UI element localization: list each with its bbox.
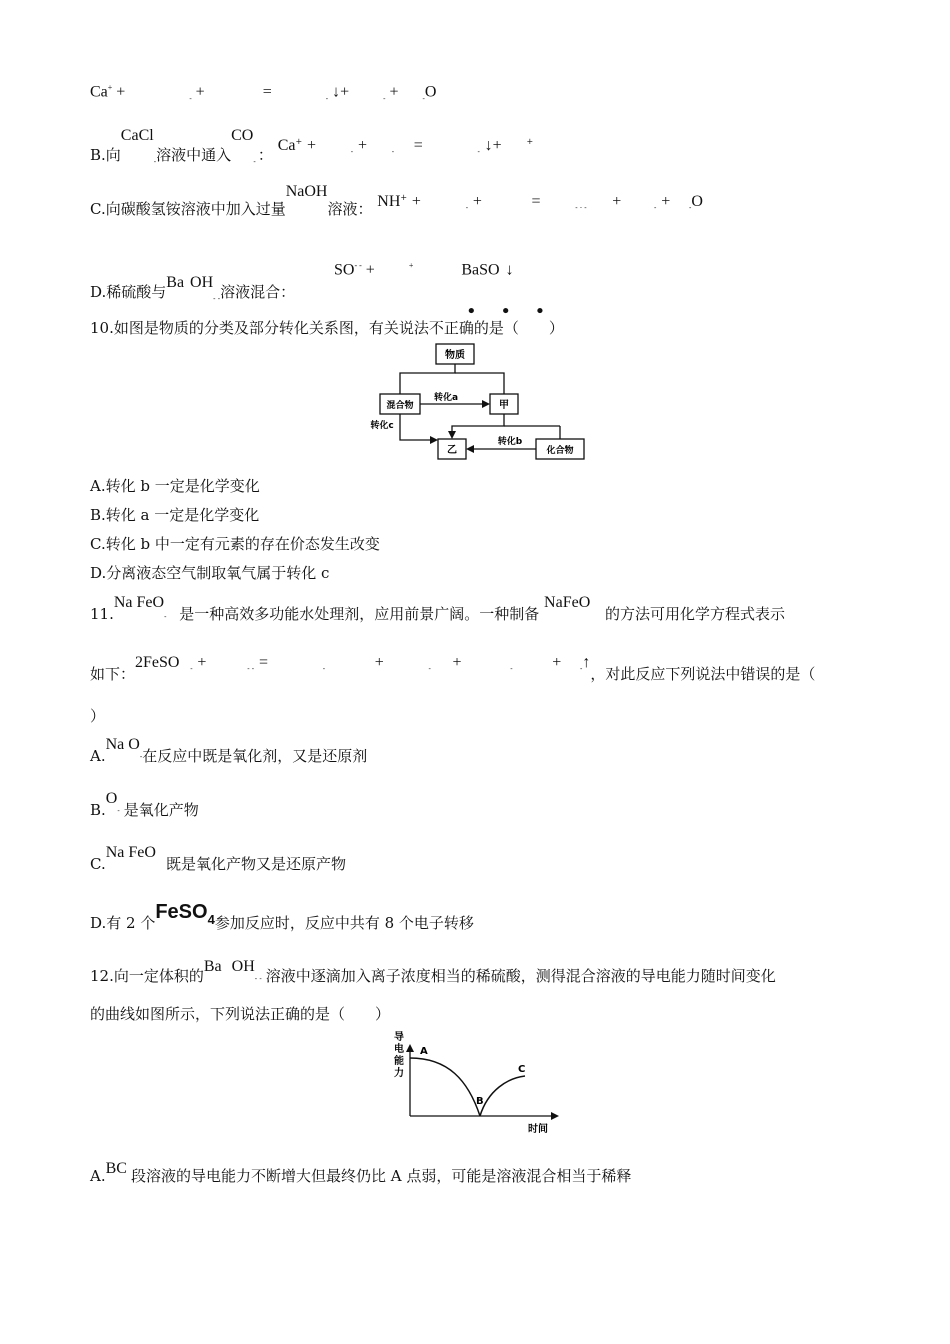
q11-option-b: $B.O_-$ 是氧化产物 (90, 790, 199, 819)
plus-sign: + (452, 654, 462, 671)
chem-na2feo4: Na FeO (105, 844, 156, 861)
plus-sign: + (374, 654, 384, 671)
label-conversion-b: 转化b (497, 437, 523, 447)
q9-option-c: C.向碳酸氢铵溶液中加入过量NaOH溶液： NH+ + $_-$ + = $_{- \cdot -}$ + $_-$ + $_-$O (90, 183, 703, 218)
q10-option-c: C.转化 b 中一定有元素的存在价态发生改变 (90, 535, 380, 553)
q11-option-a: A.Na $O_-$在反应中既是氧化剂，又是还原剂 (90, 736, 368, 765)
q12-stem-line2: 的曲线如图所示，下列说法正确的是（ ） (90, 1005, 391, 1023)
q11-option-c (90, 844, 346, 873)
equals-sign: = (262, 83, 272, 101)
y-axis-arrow (406, 1044, 414, 1052)
chem-ca: Ca (90, 83, 108, 101)
q9-d-equation: SO- - + + BaSO ↓ (334, 261, 514, 279)
chem-o: O (424, 83, 437, 101)
chem-co2: CO (231, 127, 254, 144)
equals-sign: = (531, 193, 541, 210)
option-text: C.向碳酸氢铵溶液中加入过量 (90, 200, 286, 218)
classification-diagram (360, 340, 590, 465)
option-text: 是氧化产物 (123, 801, 199, 819)
q11-stem-line2: 如下：2FeSO $_-$ + $_{- -}$ = $_-$ + $_-$ + $_-$ + $_-$↑，对此反应下列说法中错误的是（ (90, 654, 816, 683)
chem-o2: O (105, 790, 118, 807)
chem-so4: SO (334, 261, 355, 279)
chem-oh: OH (190, 274, 214, 291)
plus-sign: + (306, 137, 316, 154)
curve-bc (480, 1076, 525, 1116)
plus-sign: + (195, 83, 205, 101)
equals-sign: = (258, 654, 268, 671)
q12-stem-line1: 12.向一定体积的Ba $OH_{- -}$ 溶液中逐滴加入离子浓度相当的稀硫酸，测得混合溶液的导电能力随时间变化 (90, 958, 776, 985)
chem-cacl2: CaCl (120, 127, 154, 144)
option-text: 溶液混合： (220, 283, 296, 301)
point-c-label: C (518, 1064, 526, 1075)
plus-sign: + (552, 654, 562, 671)
chem-subscript: 4 (207, 912, 215, 927)
y-label-char: 导 (394, 1032, 404, 1043)
option-label: B.向 (90, 146, 121, 164)
point-a-label: A (420, 1046, 428, 1057)
gas-arrow: ↑ (582, 654, 591, 671)
option-text: D.稀硫酸与 (90, 283, 167, 301)
plus-sign: + (661, 193, 671, 210)
chem-naoh: NaOH (285, 183, 328, 200)
precipitate-arrow: ↓+ (484, 137, 502, 154)
y-label-char: 电 (394, 1044, 404, 1055)
option-text: 在反应中既是氧化剂，又是还原剂 (142, 747, 368, 765)
stem-text: 是一种高效多功能水处理剂，应用前景广阔。一种制备 (179, 605, 540, 623)
option-label: A. (90, 747, 106, 765)
chem-2feso4: 2FeSO (135, 654, 180, 671)
colon: ： (257, 146, 273, 164)
y-label-char: 能 (394, 1056, 404, 1067)
stem-text: ，对此反应下列说法中错误的是（ (590, 665, 816, 683)
y-label-char: 力 (394, 1068, 404, 1079)
q10-option-a: A.转化 b 一定是化学变化 (90, 477, 260, 495)
question-number: 11. (90, 605, 114, 623)
stem-text: 12.向一定体积的 (90, 967, 204, 985)
option-text: 溶液： (327, 200, 373, 218)
node-matter: 物质 (445, 350, 465, 361)
q11-option-d (90, 901, 474, 932)
chem-o: O (691, 193, 703, 210)
label-conversion-a: 转化a (433, 393, 459, 403)
q9-equation-line: Ca+ + $_-$ + = $_-$ ↓+ $_-$ + $_-$O (90, 83, 437, 103)
plus-sign: + (357, 137, 367, 154)
q10-stem: 10.如图是物质的分类及部分转化关系图，有关说法不正确的是（ ） (90, 319, 564, 337)
plus-sign: + (116, 83, 126, 101)
node-compound: 化合物 (546, 446, 574, 456)
q9-option-b: B.向CaCl$_-$溶液中通入$CO_-$ ： Ca+ + $_-$ + $_-$ = $_-$ ↓+ + (90, 127, 534, 166)
curve-ab (410, 1058, 480, 1116)
precipitate-arrow: ↓+ (332, 83, 350, 101)
chem-ca: Ca (277, 137, 296, 154)
node-yi: 乙 (447, 445, 457, 456)
plus-sign: + (197, 654, 207, 671)
x-axis-arrow (551, 1112, 559, 1120)
q10-option-d: D.分离液态空气制取氧气属于转化 c (90, 564, 330, 582)
conductivity-graph (388, 1030, 568, 1136)
stem-text: 如下： (90, 665, 136, 683)
node-jia: 甲 (499, 400, 509, 411)
precipitate-arrow: ↓ (505, 261, 514, 279)
chem-na2feo4: Na FeO (113, 594, 165, 611)
option-text: 既是氧化产物又是还原产物 (165, 855, 346, 873)
chem-nafeo4: NaFeO (544, 594, 591, 611)
plus-sign: + (612, 193, 622, 210)
stem-text: 溶液中逐滴加入离子浓度相当的稀硫酸，测得混合溶液的导电能力随时间变化 (265, 967, 776, 985)
option-text: 参加反应时，反应中共有 8 个电子转移 (214, 914, 474, 932)
option-label: D.有 2 个 (90, 914, 156, 932)
option-label: C. (90, 855, 106, 873)
plus-sign: + (472, 193, 482, 210)
point-b-label: B (476, 1096, 484, 1107)
emphasis-dots: • • • (466, 301, 555, 322)
option-label: B. (90, 801, 106, 819)
chem-ba: Ba (203, 958, 222, 975)
stem-text: 的方法可用化学方程式表示 (605, 605, 786, 623)
label-conversion-c: 转化c (370, 421, 394, 431)
q10-option-b: B.转化 a 一定是化学变化 (90, 506, 260, 524)
q11-stem-line1: 11.Na FeO$_-$ 是一种高效多功能水处理剂，应用前景广阔。一种制备 NaFeO 的方法可用化学方程式表示 (90, 594, 786, 623)
chem-na2o2: Na O (105, 736, 140, 753)
equals-sign: = (413, 137, 423, 154)
option-text: 溶液中通入 (156, 146, 232, 164)
node-mixture: 混合物 (386, 401, 414, 411)
chem-oh: OH (231, 958, 255, 975)
q11-paren-close: ） (90, 707, 106, 725)
chem-nh4: NH (377, 193, 401, 210)
plus-sign: + (365, 261, 375, 279)
q9-option-d: D.稀硫酸与Ba $OH_{- -}$溶液混合： (90, 274, 296, 303)
option-label: A. (90, 1167, 106, 1185)
plus-sign: + (389, 83, 399, 101)
segment-bc: BC (105, 1160, 127, 1177)
q12-option-a (90, 1160, 632, 1187)
chem-feso4: FeSO (155, 901, 208, 923)
plus-sign: + (411, 193, 421, 210)
x-axis-label: 时间 (528, 1124, 548, 1135)
option-text: 段溶液的导电能力不断增大但最终仍比 A 点弱，可能是溶液混合相当于稀释 (130, 1167, 632, 1185)
chem-ba: Ba (166, 274, 185, 291)
chem-baso4: BaSO (461, 261, 500, 279)
